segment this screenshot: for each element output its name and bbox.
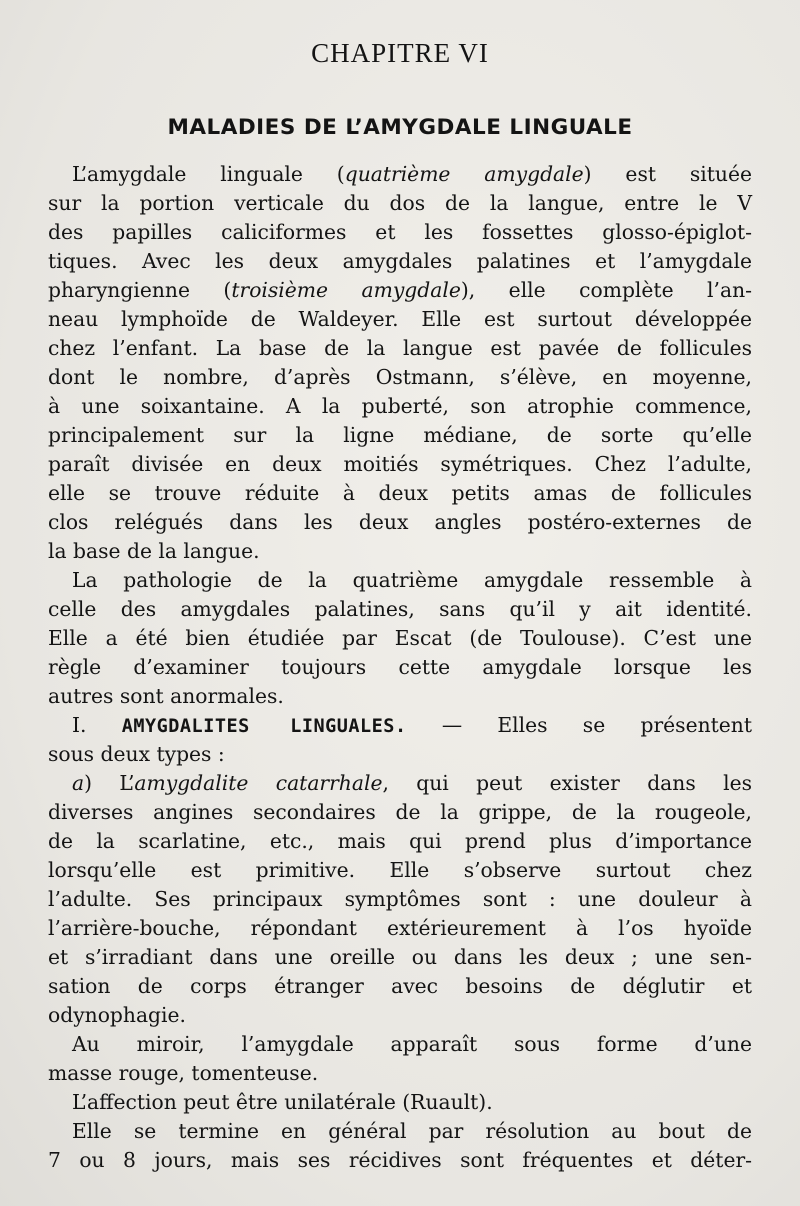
text-line: paraît divisée en deux moitiés symétriques. Chez l’adulte, [48,452,752,476]
text-line: celle des amygdales palatines, sans qu’il y ait identité. [48,597,752,621]
text-line: odynophagie. [48,1003,186,1027]
text-line: chez l’enfant. La base de la langue est pavée de follicules [48,336,752,360]
text-line: pharyngienne (troisième amygdale), elle complète l’an- [48,278,752,302]
text-line: Elle a été bien étudiée par Escat (de Toulouse). C’est une [48,626,752,650]
text-line: des papilles caliciformes et les fossettes glosso-épiglot- [48,220,752,244]
text-line: l’adulte. Ses principaux symptômes sont : une douleur à [48,887,752,911]
text-line: elle se trouve réduite à deux petits amas de follicules [48,481,752,505]
text-line: sur la portion verticale du dos de la langue, entre le V [48,191,752,215]
text-line: lorsqu’elle est primitive. Elle s’observe surtout chez [48,858,752,882]
text-line: La pathologie de la quatrième amygdale ressemble à [72,568,752,592]
text-line: tiques. Avec les deux amygdales palatines et l’amygdale [48,249,752,273]
page-body [48,160,752,1175]
text-line: dont le nombre, d’après Ostmann, s’élève, en moyenne, [48,365,752,389]
subsection-heading-line: I. AMYGDALITES LINGUALES. — Elles se présentent [72,713,752,737]
text-line: a) L’amygdalite catarrhale, qui peut exister dans les [72,771,752,795]
text-line: la base de la langue. [48,539,260,563]
text-line: règle d’examiner toujours cette amygdale lorsque les [48,655,752,679]
text-line: L’amygdale linguale (quatrième amygdale) est située [72,162,752,186]
text-line: clos relégués dans les deux angles postéro-externes de [48,510,752,534]
section-title: MALADIES DE L’AMYGDALE LINGUALE [167,115,633,140]
text-line: et s’irradiant dans une oreille ou dans les deux ; une sen- [48,945,752,969]
text-line: neau lymphoïde de Waldeyer. Elle est surtout développée [48,307,752,331]
text-line: 7 ou 8 jours, mais ses récidives sont fréquentes et déter- [48,1148,752,1172]
text-line: Elle se termine en général par résolution au bout de [72,1119,752,1143]
chapter-heading: CHAPITRE VI [311,38,489,68]
text-line: sous deux types : [48,742,225,766]
text-line: à une soixantaine. A la puberté, son atrophie commence, [48,394,752,418]
text-line: Au miroir, l’amygdale apparaît sous forme d’une [72,1032,752,1056]
text-line: de la scarlatine, etc., mais qui prend plus d’importance [48,829,752,853]
text-line: principalement sur la ligne médiane, de sorte qu’elle [48,423,752,447]
text-line: masse rouge, tomenteuse. [48,1061,319,1085]
text-line: sation de corps étranger avec besoins de déglutir et [48,974,752,998]
text-line: autres sont anormales. [48,684,284,708]
text-line: diverses angines secondaires de la grippe, de la rougeole, [48,800,752,824]
text-line: l’arrière-bouche, répondant extérieurement à l’os hyoïde [48,916,752,940]
subsection-heading: AMYGDALITES LINGUALES. [121,716,407,737]
text-line: L’affection peut être unilatérale (Ruault). [72,1090,493,1114]
